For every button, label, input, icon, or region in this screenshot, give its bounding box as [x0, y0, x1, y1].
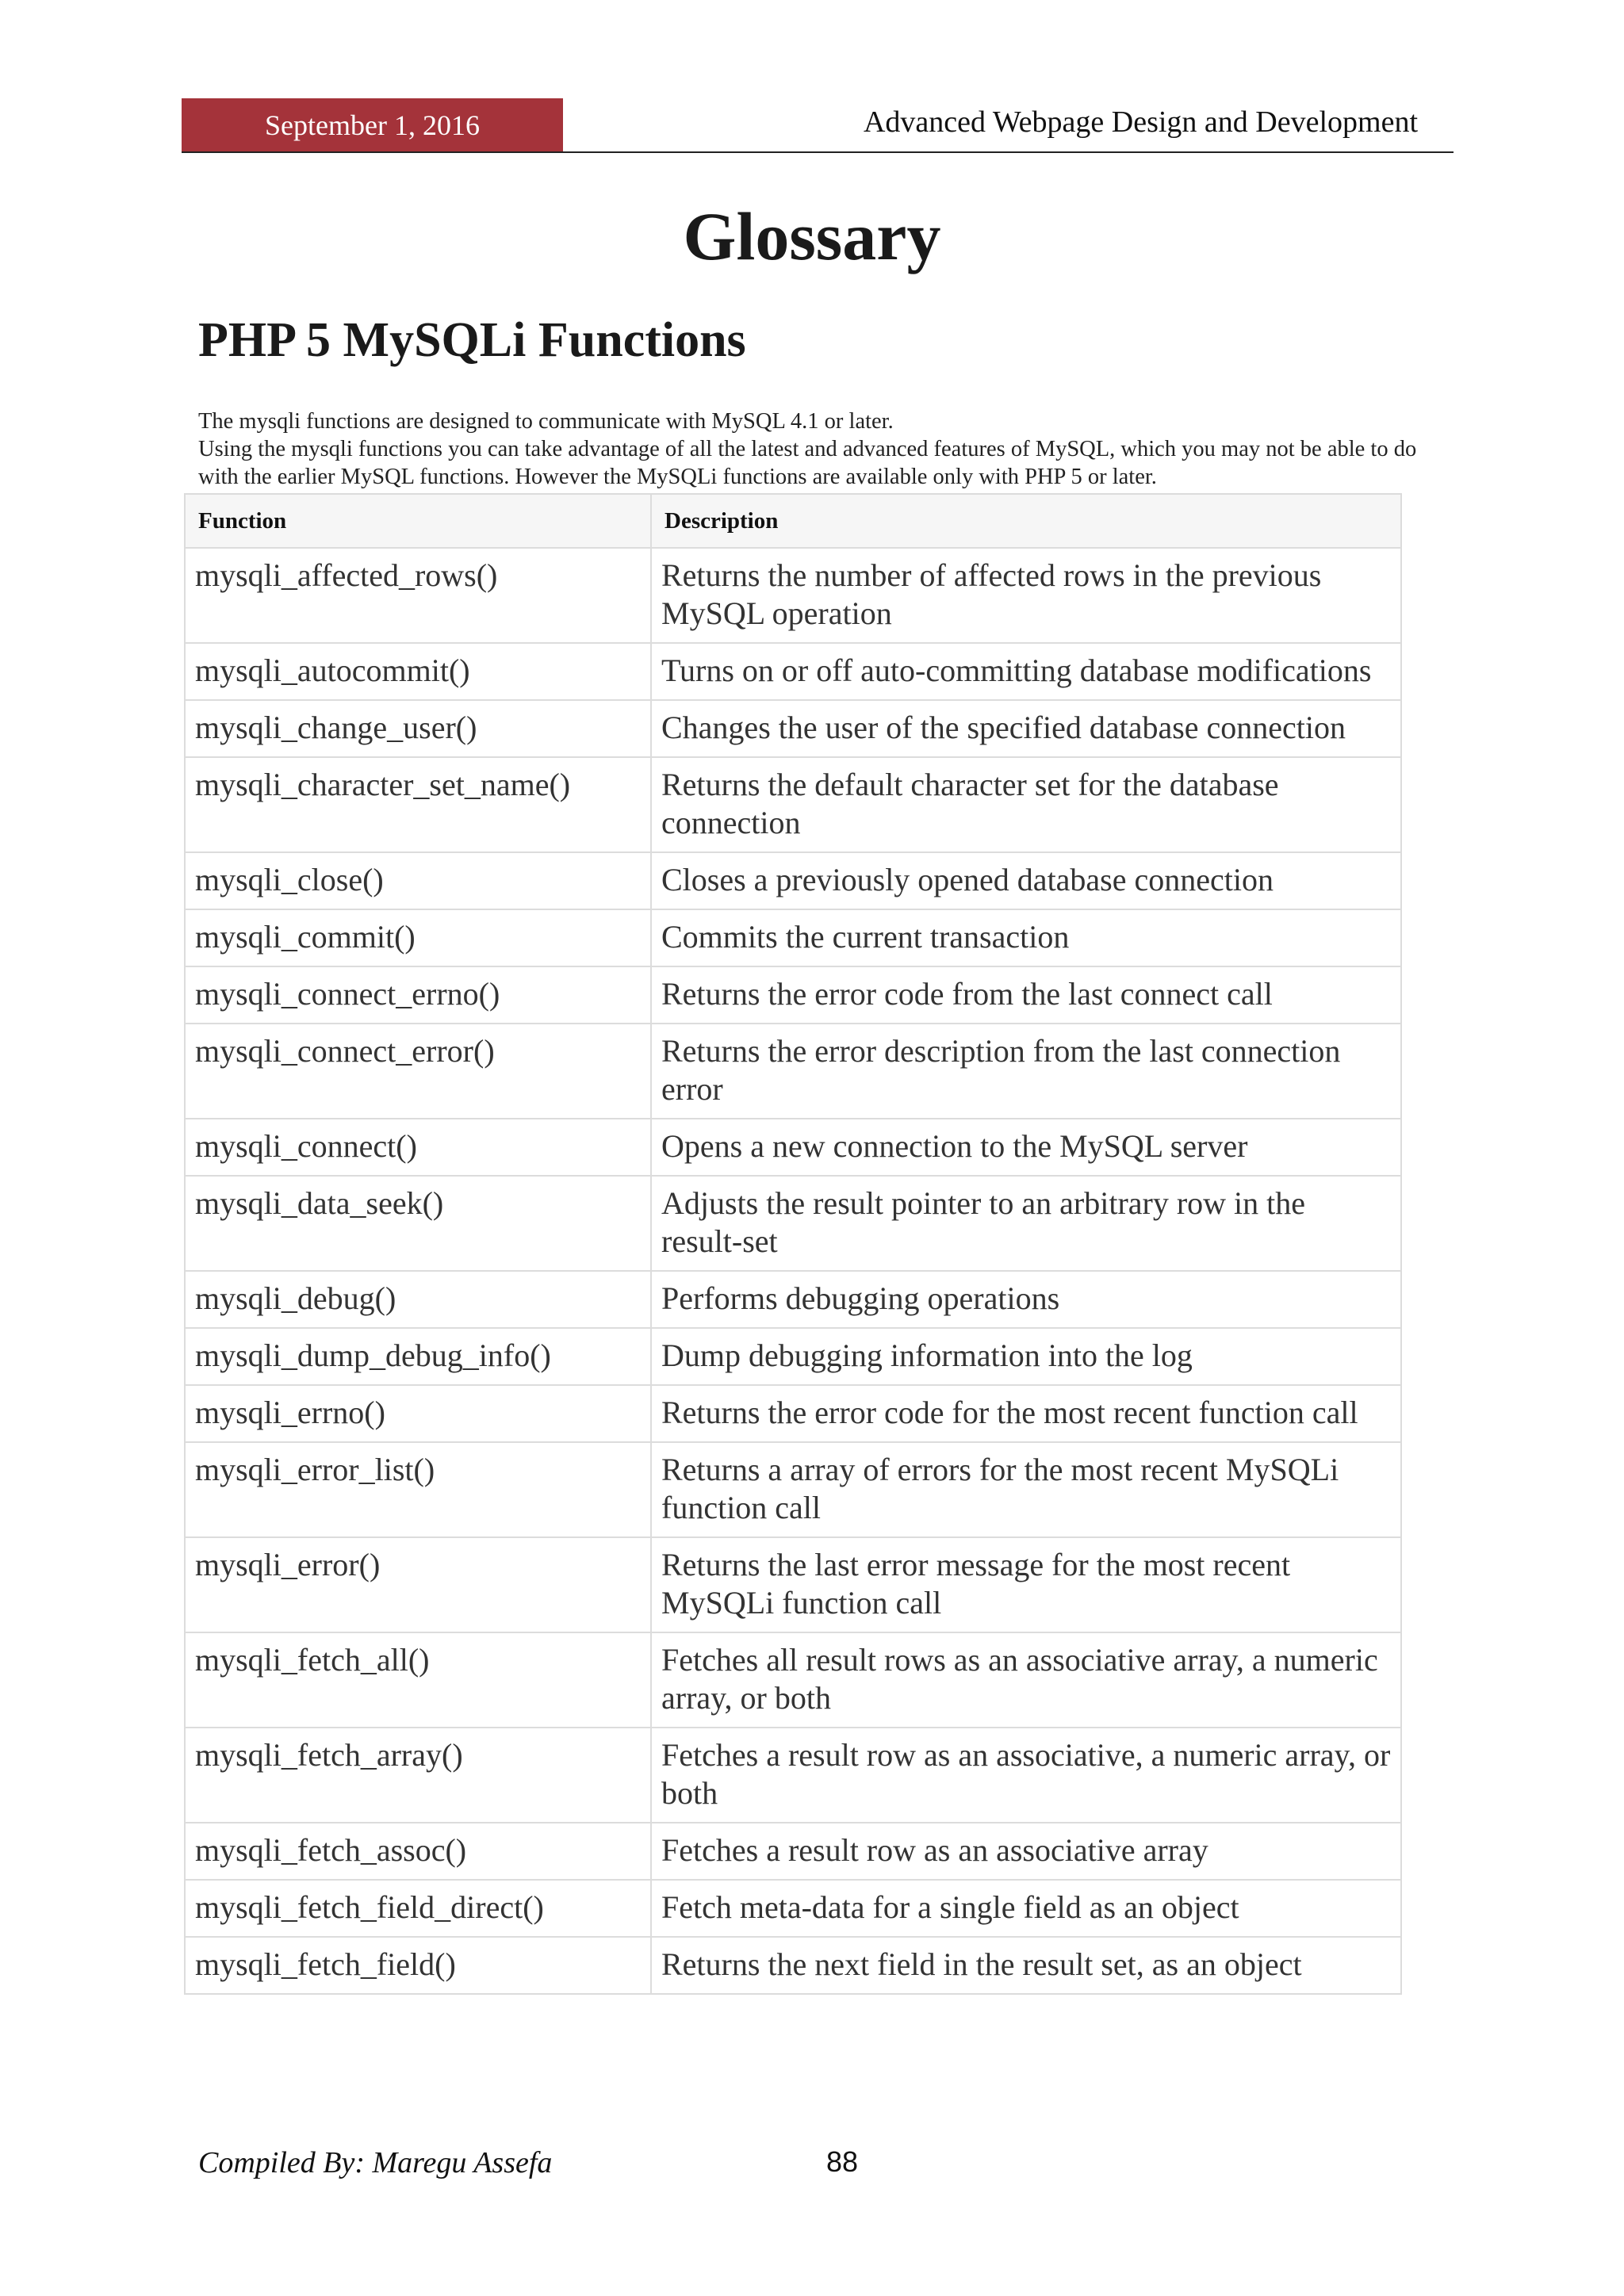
description-cell: Returns the error code for the most recent function call [651, 1385, 1401, 1442]
function-name-cell: mysqli_change_user() [185, 700, 651, 757]
description-cell: Adjusts the result pointer to an arbitrary row in the result-set [651, 1176, 1401, 1271]
table-row [185, 1271, 1401, 1328]
table-header-row [185, 494, 1401, 548]
function-name-cell: mysqli_connect_errno() [185, 966, 651, 1024]
description-cell: Fetches all result rows as an associative array, a numeric array, or both [651, 1632, 1401, 1728]
description-cell: Performs debugging operations [651, 1271, 1401, 1328]
table-row [185, 966, 1401, 1024]
table-row [185, 700, 1401, 757]
table-row [185, 1880, 1401, 1937]
intro-line-1: The mysqli functions are designed to communicate with MySQL 4.1 or later. [198, 409, 894, 434]
description-cell: Changes the user of the specified database connection [651, 700, 1401, 757]
function-name-cell: mysqli_fetch_array() [185, 1728, 651, 1823]
table-row [185, 548, 1401, 643]
page-number: 88 [826, 2145, 859, 2178]
function-name-cell: mysqli_error() [185, 1537, 651, 1632]
function-name-cell: mysqli_debug() [185, 1271, 651, 1328]
description-cell: Closes a previously opened database connection [651, 852, 1401, 909]
header-divider [182, 151, 1454, 153]
footer-credit: Compiled By: Maregu Assefa [198, 2146, 553, 2179]
intro-line-2: Using the mysqli functions you can take advantage of all the latest and advanced features of MySQL, which you may not be able to do with the earlier MySQL functions. However the MySQLi functions are available only with PHP 5 or later. [198, 437, 1417, 489]
description-cell: Fetches a result row as an associative array [651, 1823, 1401, 1880]
function-name-cell: mysqli_error_list() [185, 1442, 651, 1537]
description-cell: Returns a array of errors for the most recent MySQLi function call [651, 1442, 1401, 1537]
column-header-description: Description [651, 494, 1401, 548]
description-cell: Opens a new connection to the MySQL server [651, 1119, 1401, 1176]
function-name-cell: mysqli_connect() [185, 1119, 651, 1176]
description-cell: Fetch meta-data for a single field as an object [651, 1880, 1401, 1937]
description-cell: Turns on or off auto-committing database modifications [651, 643, 1401, 700]
table-row [185, 1024, 1401, 1119]
function-name-cell: mysqli_fetch_assoc() [185, 1823, 651, 1880]
header-date-banner [182, 98, 563, 152]
description-cell: Returns the next field in the result set, as an object [651, 1937, 1401, 1994]
description-cell: Dump debugging information into the log [651, 1328, 1401, 1385]
function-name-cell: mysqli_close() [185, 852, 651, 909]
function-name-cell: mysqli_fetch_field_direct() [185, 1880, 651, 1937]
table-row [185, 1119, 1401, 1176]
table-row [185, 1728, 1401, 1823]
function-name-cell: mysqli_fetch_field() [185, 1937, 651, 1994]
function-name-cell: mysqli_dump_debug_info() [185, 1328, 651, 1385]
function-name-cell: mysqli_errno() [185, 1385, 651, 1442]
function-name-cell: mysqli_commit() [185, 909, 651, 966]
function-name-cell: mysqli_character_set_name() [185, 757, 651, 852]
description-cell: Returns the error description from the last connection error [651, 1024, 1401, 1119]
header-date: September 1, 2016 [265, 109, 480, 141]
table-row [185, 1176, 1401, 1271]
function-name-cell: mysqli_data_seek() [185, 1176, 651, 1271]
description-cell: Returns the last error message for the most recent MySQLi function call [651, 1537, 1401, 1632]
functions-table [184, 493, 1402, 1995]
section-title: PHP 5 MySQLi Functions [198, 313, 746, 367]
table-row [185, 1328, 1401, 1385]
table-row [185, 757, 1401, 852]
description-cell: Returns the number of affected rows in the previous MySQL operation [651, 548, 1401, 643]
table-row [185, 1442, 1401, 1537]
description-cell: Returns the error code from the last connect call [651, 966, 1401, 1024]
function-name-cell: mysqli_autocommit() [185, 643, 651, 700]
description-cell: Commits the current transaction [651, 909, 1401, 966]
table-row [185, 852, 1401, 909]
table-row [185, 1537, 1401, 1632]
description-cell: Returns the default character set for the database connection [651, 757, 1401, 852]
column-header-function: Function [185, 494, 651, 548]
table-body [185, 548, 1401, 1994]
function-name-cell: mysqli_fetch_all() [185, 1632, 651, 1728]
table-row [185, 909, 1401, 966]
table-row [185, 1385, 1401, 1442]
function-name-cell: mysqli_affected_rows() [185, 548, 651, 643]
function-name-cell: mysqli_connect_error() [185, 1024, 651, 1119]
header-course-title: Advanced Webpage Design and Development [863, 105, 1418, 139]
table-row [185, 1823, 1401, 1880]
description-cell: Fetches a result row as an associative, a numeric array, or both [651, 1728, 1401, 1823]
intro-paragraph [198, 408, 1443, 491]
table-row [185, 1937, 1401, 1994]
table-row [185, 643, 1401, 700]
page-title: Glossary [683, 198, 941, 274]
table-row [185, 1632, 1401, 1728]
